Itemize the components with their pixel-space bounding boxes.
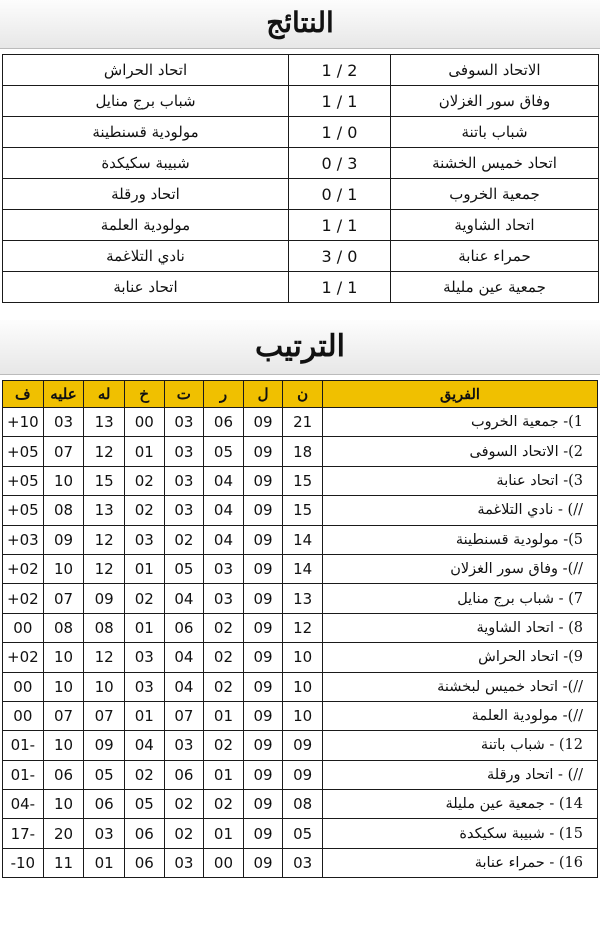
played: 09 (243, 584, 283, 613)
draw: 07 (164, 701, 204, 730)
goal-diff: +02 (3, 643, 44, 672)
match-score: 0 / 1 (289, 179, 391, 210)
goals-for: 09 (84, 731, 125, 760)
standings-row (3, 790, 598, 819)
team-name: 16) - حمراء عنابة (322, 848, 597, 877)
home-team: حمراء عنابة (391, 241, 599, 272)
team-name: //) - نادي التلاغمة (322, 496, 597, 525)
won: 03 (204, 554, 244, 583)
standings-row (3, 672, 598, 701)
goals-for: 05 (84, 760, 125, 789)
won: 04 (204, 496, 244, 525)
match-score: 3 / 0 (289, 241, 391, 272)
lost: 01 (124, 701, 164, 730)
points: 21 (283, 408, 323, 437)
home-team: وفاق سور الغزلان (391, 86, 599, 117)
points: 14 (283, 554, 323, 583)
played: 09 (243, 496, 283, 525)
played: 09 (243, 437, 283, 466)
goal-diff: +10 (3, 408, 44, 437)
result-row (3, 179, 599, 210)
standings-title: الترتيب (0, 320, 600, 375)
match-score: 1 / 1 (289, 86, 391, 117)
points: 15 (283, 496, 323, 525)
goals-against: 08 (43, 496, 84, 525)
team-name: 9)- اتحاد الحراش (322, 643, 597, 672)
won: 03 (204, 584, 244, 613)
draw: 02 (164, 525, 204, 554)
draw: 03 (164, 437, 204, 466)
won: 02 (204, 613, 244, 642)
lost: 01 (124, 613, 164, 642)
goal-diff: +03 (3, 525, 44, 554)
team-name: 1)- جمعية الخروب (322, 408, 597, 437)
header-gf: له (84, 381, 125, 408)
draw: 04 (164, 584, 204, 613)
points: 09 (283, 731, 323, 760)
goals-for: 12 (84, 437, 125, 466)
draw: 03 (164, 466, 204, 495)
draw: 03 (164, 408, 204, 437)
draw: 04 (164, 672, 204, 701)
header-diff: ف (3, 381, 44, 408)
results-table (2, 54, 599, 303)
played: 09 (243, 731, 283, 760)
points: 09 (283, 760, 323, 789)
goals-for: 12 (84, 525, 125, 554)
standings-row (3, 848, 598, 877)
standings-row (3, 437, 598, 466)
points: 14 (283, 525, 323, 554)
won: 05 (204, 437, 244, 466)
points: 18 (283, 437, 323, 466)
goal-diff: 01- (3, 760, 44, 789)
home-team: جمعية عين مليلة (391, 272, 599, 303)
team-name: 2)- الاتحاد السوفى (322, 437, 597, 466)
goals-for: 13 (84, 496, 125, 525)
home-team: شباب باتنة (391, 117, 599, 148)
goals-against: 07 (43, 584, 84, 613)
results-title: النتائج (0, 0, 600, 49)
won: 04 (204, 466, 244, 495)
won: 02 (204, 731, 244, 760)
standings-row (3, 819, 598, 848)
played: 09 (243, 525, 283, 554)
goals-against: 03 (43, 408, 84, 437)
standings-row (3, 525, 598, 554)
away-team: اتحاد الحراش (3, 55, 289, 86)
result-row (3, 148, 599, 179)
goals-for: 10 (84, 672, 125, 701)
goal-diff: 17- (3, 819, 44, 848)
won: 02 (204, 643, 244, 672)
played: 09 (243, 848, 283, 877)
lost: 03 (124, 672, 164, 701)
team-name: 12) - شباب باتنة (322, 731, 597, 760)
match-score: 0 / 3 (289, 148, 391, 179)
goals-for: 15 (84, 466, 125, 495)
standings-row (3, 496, 598, 525)
goals-against: 20 (43, 819, 84, 848)
draw: 04 (164, 643, 204, 672)
draw: 05 (164, 554, 204, 583)
header-draw: ت (164, 381, 204, 408)
standings-row (3, 731, 598, 760)
goals-against: 10 (43, 672, 84, 701)
standings-row (3, 643, 598, 672)
standings-table (2, 380, 598, 878)
away-team: اتحاد ورقلة (3, 179, 289, 210)
won: 01 (204, 701, 244, 730)
standings-row (3, 613, 598, 642)
lost: 01 (124, 554, 164, 583)
goal-diff: +05 (3, 496, 44, 525)
goals-against: 08 (43, 613, 84, 642)
goal-diff: -10 (3, 848, 44, 877)
goal-diff: 04- (3, 790, 44, 819)
team-name: 14) - جمعية عين مليلة (322, 790, 597, 819)
home-team: جمعية الخروب (391, 179, 599, 210)
draw: 03 (164, 731, 204, 760)
played: 09 (243, 790, 283, 819)
result-row (3, 86, 599, 117)
standings-row (3, 466, 598, 495)
points: 10 (283, 643, 323, 672)
home-team: اتحاد الشاوية (391, 210, 599, 241)
points: 03 (283, 848, 323, 877)
goal-diff: 00 (3, 701, 44, 730)
goals-for: 09 (84, 584, 125, 613)
match-score: 1 / 1 (289, 210, 391, 241)
header-played: ل (243, 381, 283, 408)
team-name: 8) - اتحاد الشاوية (322, 613, 597, 642)
goals-for: 07 (84, 701, 125, 730)
goals-against: 10 (43, 643, 84, 672)
played: 09 (243, 760, 283, 789)
lost: 06 (124, 848, 164, 877)
goals-for: 13 (84, 408, 125, 437)
match-score: 1 / 1 (289, 272, 391, 303)
goals-against: 10 (43, 790, 84, 819)
goals-against: 07 (43, 701, 84, 730)
standings-row (3, 554, 598, 583)
played: 09 (243, 408, 283, 437)
standings-row (3, 408, 598, 437)
goals-against: 09 (43, 525, 84, 554)
goals-against: 10 (43, 731, 84, 760)
away-team: شباب برج منايل (3, 86, 289, 117)
won: 01 (204, 760, 244, 789)
draw: 03 (164, 848, 204, 877)
team-name: //)- اتحاد خميس لبخشنة (322, 672, 597, 701)
draw: 06 (164, 760, 204, 789)
points: 15 (283, 466, 323, 495)
goal-diff: +05 (3, 466, 44, 495)
away-team: نادي التلاغمة (3, 241, 289, 272)
team-name: //)- وفاق سور الغزلان (322, 554, 597, 583)
away-team: مولودية العلمة (3, 210, 289, 241)
points: 10 (283, 672, 323, 701)
result-row (3, 210, 599, 241)
played: 09 (243, 701, 283, 730)
result-row (3, 241, 599, 272)
goal-diff: 00 (3, 672, 44, 701)
lost: 04 (124, 731, 164, 760)
standings-row (3, 584, 598, 613)
played: 09 (243, 643, 283, 672)
played: 09 (243, 613, 283, 642)
team-name: 5)- مولودية قسنطينة (322, 525, 597, 554)
goals-against: 10 (43, 466, 84, 495)
team-name: 15) - شبيبة سكيكدة (322, 819, 597, 848)
won: 01 (204, 819, 244, 848)
goal-diff: 00 (3, 613, 44, 642)
result-row (3, 55, 599, 86)
away-team: اتحاد عنابة (3, 272, 289, 303)
header-team: الفريق (322, 381, 597, 408)
points: 05 (283, 819, 323, 848)
played: 09 (243, 466, 283, 495)
lost: 02 (124, 466, 164, 495)
points: 10 (283, 701, 323, 730)
goals-for: 12 (84, 554, 125, 583)
lost: 03 (124, 643, 164, 672)
header-points: ن (283, 381, 323, 408)
lost: 05 (124, 790, 164, 819)
draw: 02 (164, 790, 204, 819)
draw: 06 (164, 613, 204, 642)
goals-against: 10 (43, 554, 84, 583)
points: 13 (283, 584, 323, 613)
home-team: اتحاد خميس الخشنة (391, 148, 599, 179)
team-name: 3)- اتحاد عنابة (322, 466, 597, 495)
won: 04 (204, 525, 244, 554)
match-score: 1 / 0 (289, 117, 391, 148)
lost: 02 (124, 496, 164, 525)
goals-against: 06 (43, 760, 84, 789)
header-ga: عليه (43, 381, 84, 408)
goal-diff: +02 (3, 554, 44, 583)
won: 02 (204, 672, 244, 701)
goals-against: 07 (43, 437, 84, 466)
goals-for: 03 (84, 819, 125, 848)
away-team: شبيبة سكيكدة (3, 148, 289, 179)
standings-row (3, 701, 598, 730)
lost: 01 (124, 437, 164, 466)
team-name: 7) - شباب برج منايل (322, 584, 597, 613)
header-lost: خ (124, 381, 164, 408)
header-won: ر (204, 381, 244, 408)
played: 09 (243, 554, 283, 583)
lost: 02 (124, 760, 164, 789)
goal-diff: +02 (3, 584, 44, 613)
team-name: //)- مولودية العلمة (322, 701, 597, 730)
lost: 02 (124, 584, 164, 613)
goals-for: 06 (84, 790, 125, 819)
played: 09 (243, 672, 283, 701)
goal-diff: +05 (3, 437, 44, 466)
won: 02 (204, 790, 244, 819)
won: 06 (204, 408, 244, 437)
result-row (3, 117, 599, 148)
draw: 02 (164, 819, 204, 848)
lost: 00 (124, 408, 164, 437)
goals-for: 12 (84, 643, 125, 672)
points: 12 (283, 613, 323, 642)
goal-diff: 01- (3, 731, 44, 760)
goals-against: 11 (43, 848, 84, 877)
team-name: //) - اتحاد ورقلة (322, 760, 597, 789)
goals-for: 01 (84, 848, 125, 877)
played: 09 (243, 819, 283, 848)
away-team: مولودية قسنطينة (3, 117, 289, 148)
standings-row (3, 760, 598, 789)
won: 00 (204, 848, 244, 877)
lost: 06 (124, 819, 164, 848)
match-score: 1 / 2 (289, 55, 391, 86)
draw: 03 (164, 496, 204, 525)
standings-header-row (3, 381, 598, 408)
result-row (3, 272, 599, 303)
goals-for: 08 (84, 613, 125, 642)
points: 08 (283, 790, 323, 819)
lost: 03 (124, 525, 164, 554)
home-team: الاتحاد السوفى (391, 55, 599, 86)
